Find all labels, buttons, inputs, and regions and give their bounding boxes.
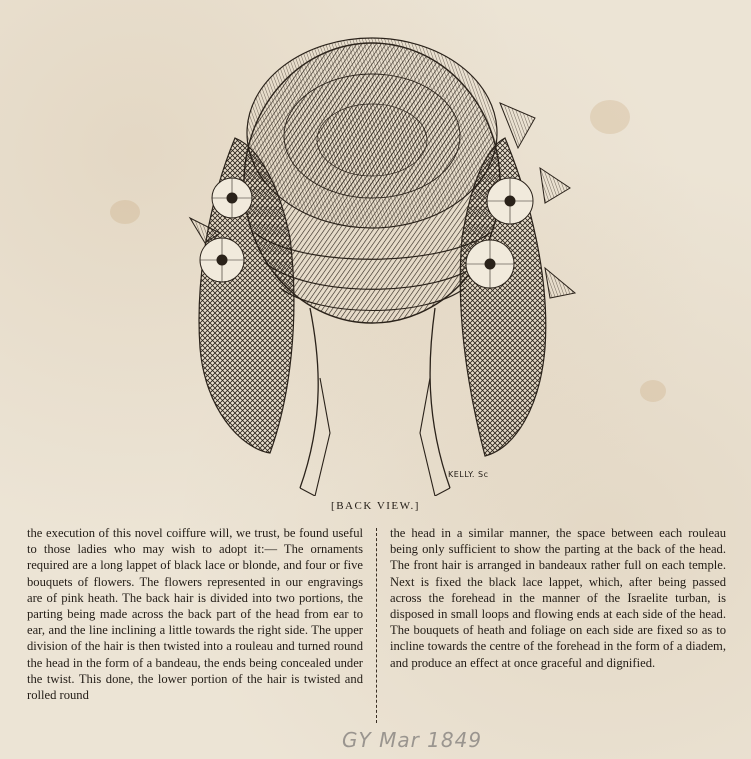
foxing-stain (110, 200, 140, 224)
article-column-right (390, 525, 726, 671)
pencil-annotation: GY Mar 1849 (342, 728, 483, 752)
column-divider (376, 528, 378, 723)
foxing-stain (590, 100, 630, 134)
neck-outline-right (430, 308, 450, 488)
article-text-right: the head in a similar manner, the space between each rouleau being only sufficient to show the parting at the back of the head. The front hair is arranged in bandeaux rather full on each temple. Next is fixed the black lace lappet, which, after being passed across the forehead in the manner of the Israelite turban, is disposed in small loops and flowing ends at each side of the head. The bouquets of heath and foliage on each side are fixed so as to incline towards the centre of the forehead in the form of a diadem, and produce an effect at once graceful and dignified. (390, 526, 726, 670)
neck-outline-left (300, 308, 318, 488)
illustration-caption: [BACK VIEW.] (331, 500, 420, 512)
foxing-stain (640, 380, 666, 402)
ribbon-right (420, 378, 450, 496)
coiffure-engraving (150, 18, 590, 496)
article-text-left: the execution of this novel coiffure will, we trust, be found useful to those ladies who may wish to adopt it:— The ornaments required are a long lappet of black lace or blonde, and four or five bouquets of flowers. The flowers represented in our engravings are of pink heath. The back hair is divided into two portions, the parting being made across the back part of the head from ear to ear, and the line inclining a little towards the right side. The upper division of the hair is then twisted into a rouleau and turned round the head in the form of a bandeau, the ends being concealed under the twist. This done, the lower portion of the hair is twisted and rolled round (27, 526, 363, 703)
ribbon-left (300, 378, 330, 496)
engraver-signature: KELLY. Sc (448, 470, 489, 479)
article-column-left (27, 525, 363, 703)
